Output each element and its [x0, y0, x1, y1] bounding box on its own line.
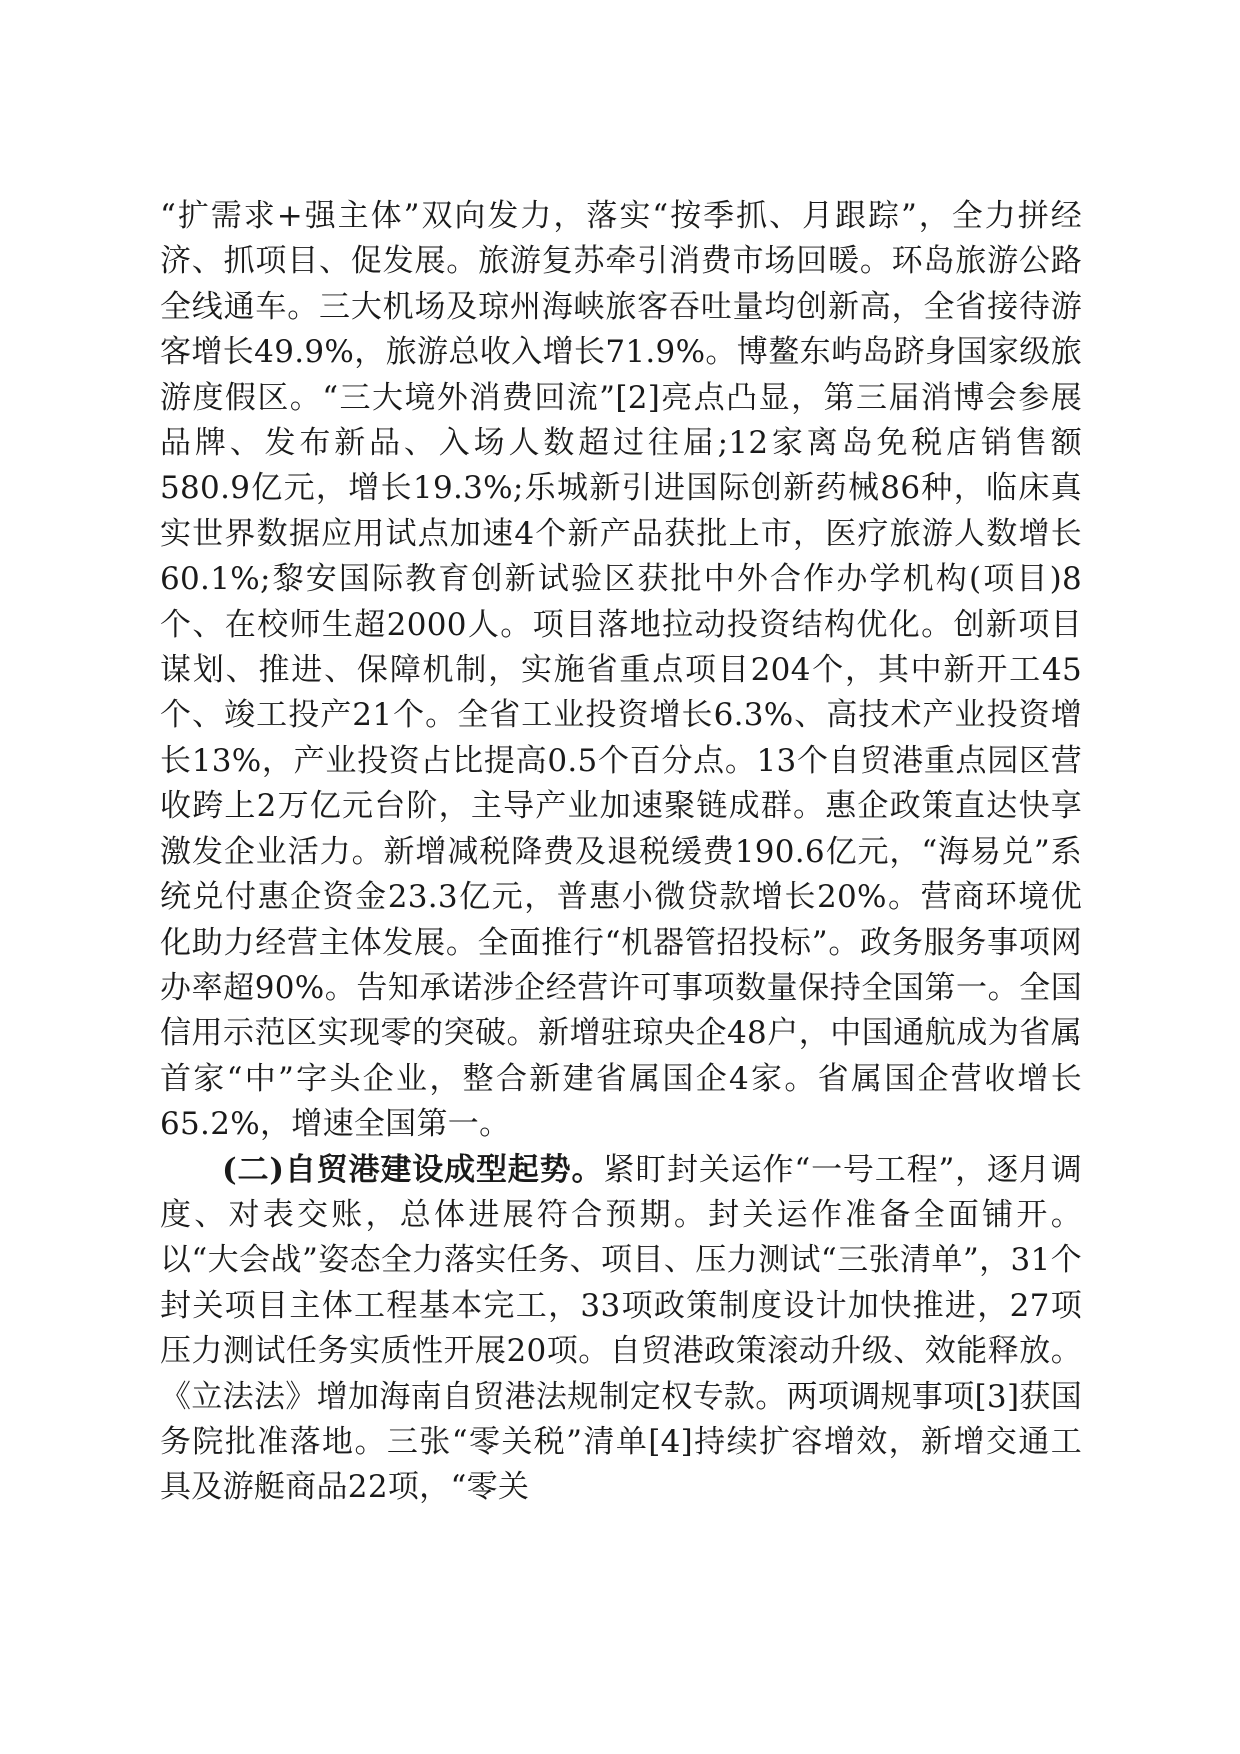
document-body — [160, 194, 1082, 1511]
paragraph-2 — [160, 1148, 1082, 1511]
paragraph-1: “扩需求+强主体”双向发力，落实“按季抓、月跟踪”，全力拼经济、抓项目、促发展。旅游复苏牵引消费市场回暖。环岛旅游公路全线通车。三大机场及琼州海峡旅客吞吐量均创新高，全省接待游客增长49.9%，旅游总收入增长71.9%。博鳌东屿岛跻身国家级旅游度假区。“三大境外消费回流”[2]亮点凸显，第三届消博会参展品牌、发布新品、入场人数超过往届;12家离岛免税店销售额580.9亿元，增长19.3%;乐城新引进国际创新药械86种，临床真实世界数据应用试点加速4个新产品获批上市，医疗旅游人数增长60.1%;黎安国际教育创新试验区获批中外合作办学机构(项目)8个、在校师生超2000人。项目落地拉动投资结构优化。创新项目谋划、推进、保障机制，实施省重点项目204个，其中新开工45个、竣工投产21个。全省工业投资增长6.3%、高技术产业投资增长13%，产业投资占比提高0.5个百分点。13个自贸港重点园区营收跨上2万亿元台阶，主导产业加速聚链成群。惠企政策直达快享激发企业活力。新增减税降费及退税缓费190.6亿元，“海易兑”系统兑付惠企资金23.3亿元，普惠小微贷款增长20%。营商环境优化助力经营主体发展。全面推行“机器管招投标”。政务服务事项网办率超90%。告知承诺涉企经营许可事项数量保持全国第一。全国信用示范区实现零的突破。新增驻琼央企48户，中国通航成为省属首家“中”字头企业，整合新建省属国企4家。省属国企营收增长65.2%，增速全国第一。 — [160, 198, 1082, 1143]
paragraph-2-heading: (二)自贸港建设成型起势。 — [222, 1151, 604, 1188]
paragraph-2-text: 紧盯封关运作“一号工程”，逐月调度、对表交账，总体进展符合预期。封关运作准备全面铺开。以“大会战”姿态全力落实任务、项目、压力测试“三张清单”，31个封关项目主体工程基本完工，33项政策制度设计加快推进，27项压力测试任务实质性开展20项。自贸港政策滚动升级、效能释放。《立法法》增加海南自贸港法规制定权专款。两项调规事项[3]获国务院批准落地。三张“零关税”清单[4]持续扩容增效，新增交通工具及游艇商品22项，“零关 — [160, 1151, 1083, 1506]
